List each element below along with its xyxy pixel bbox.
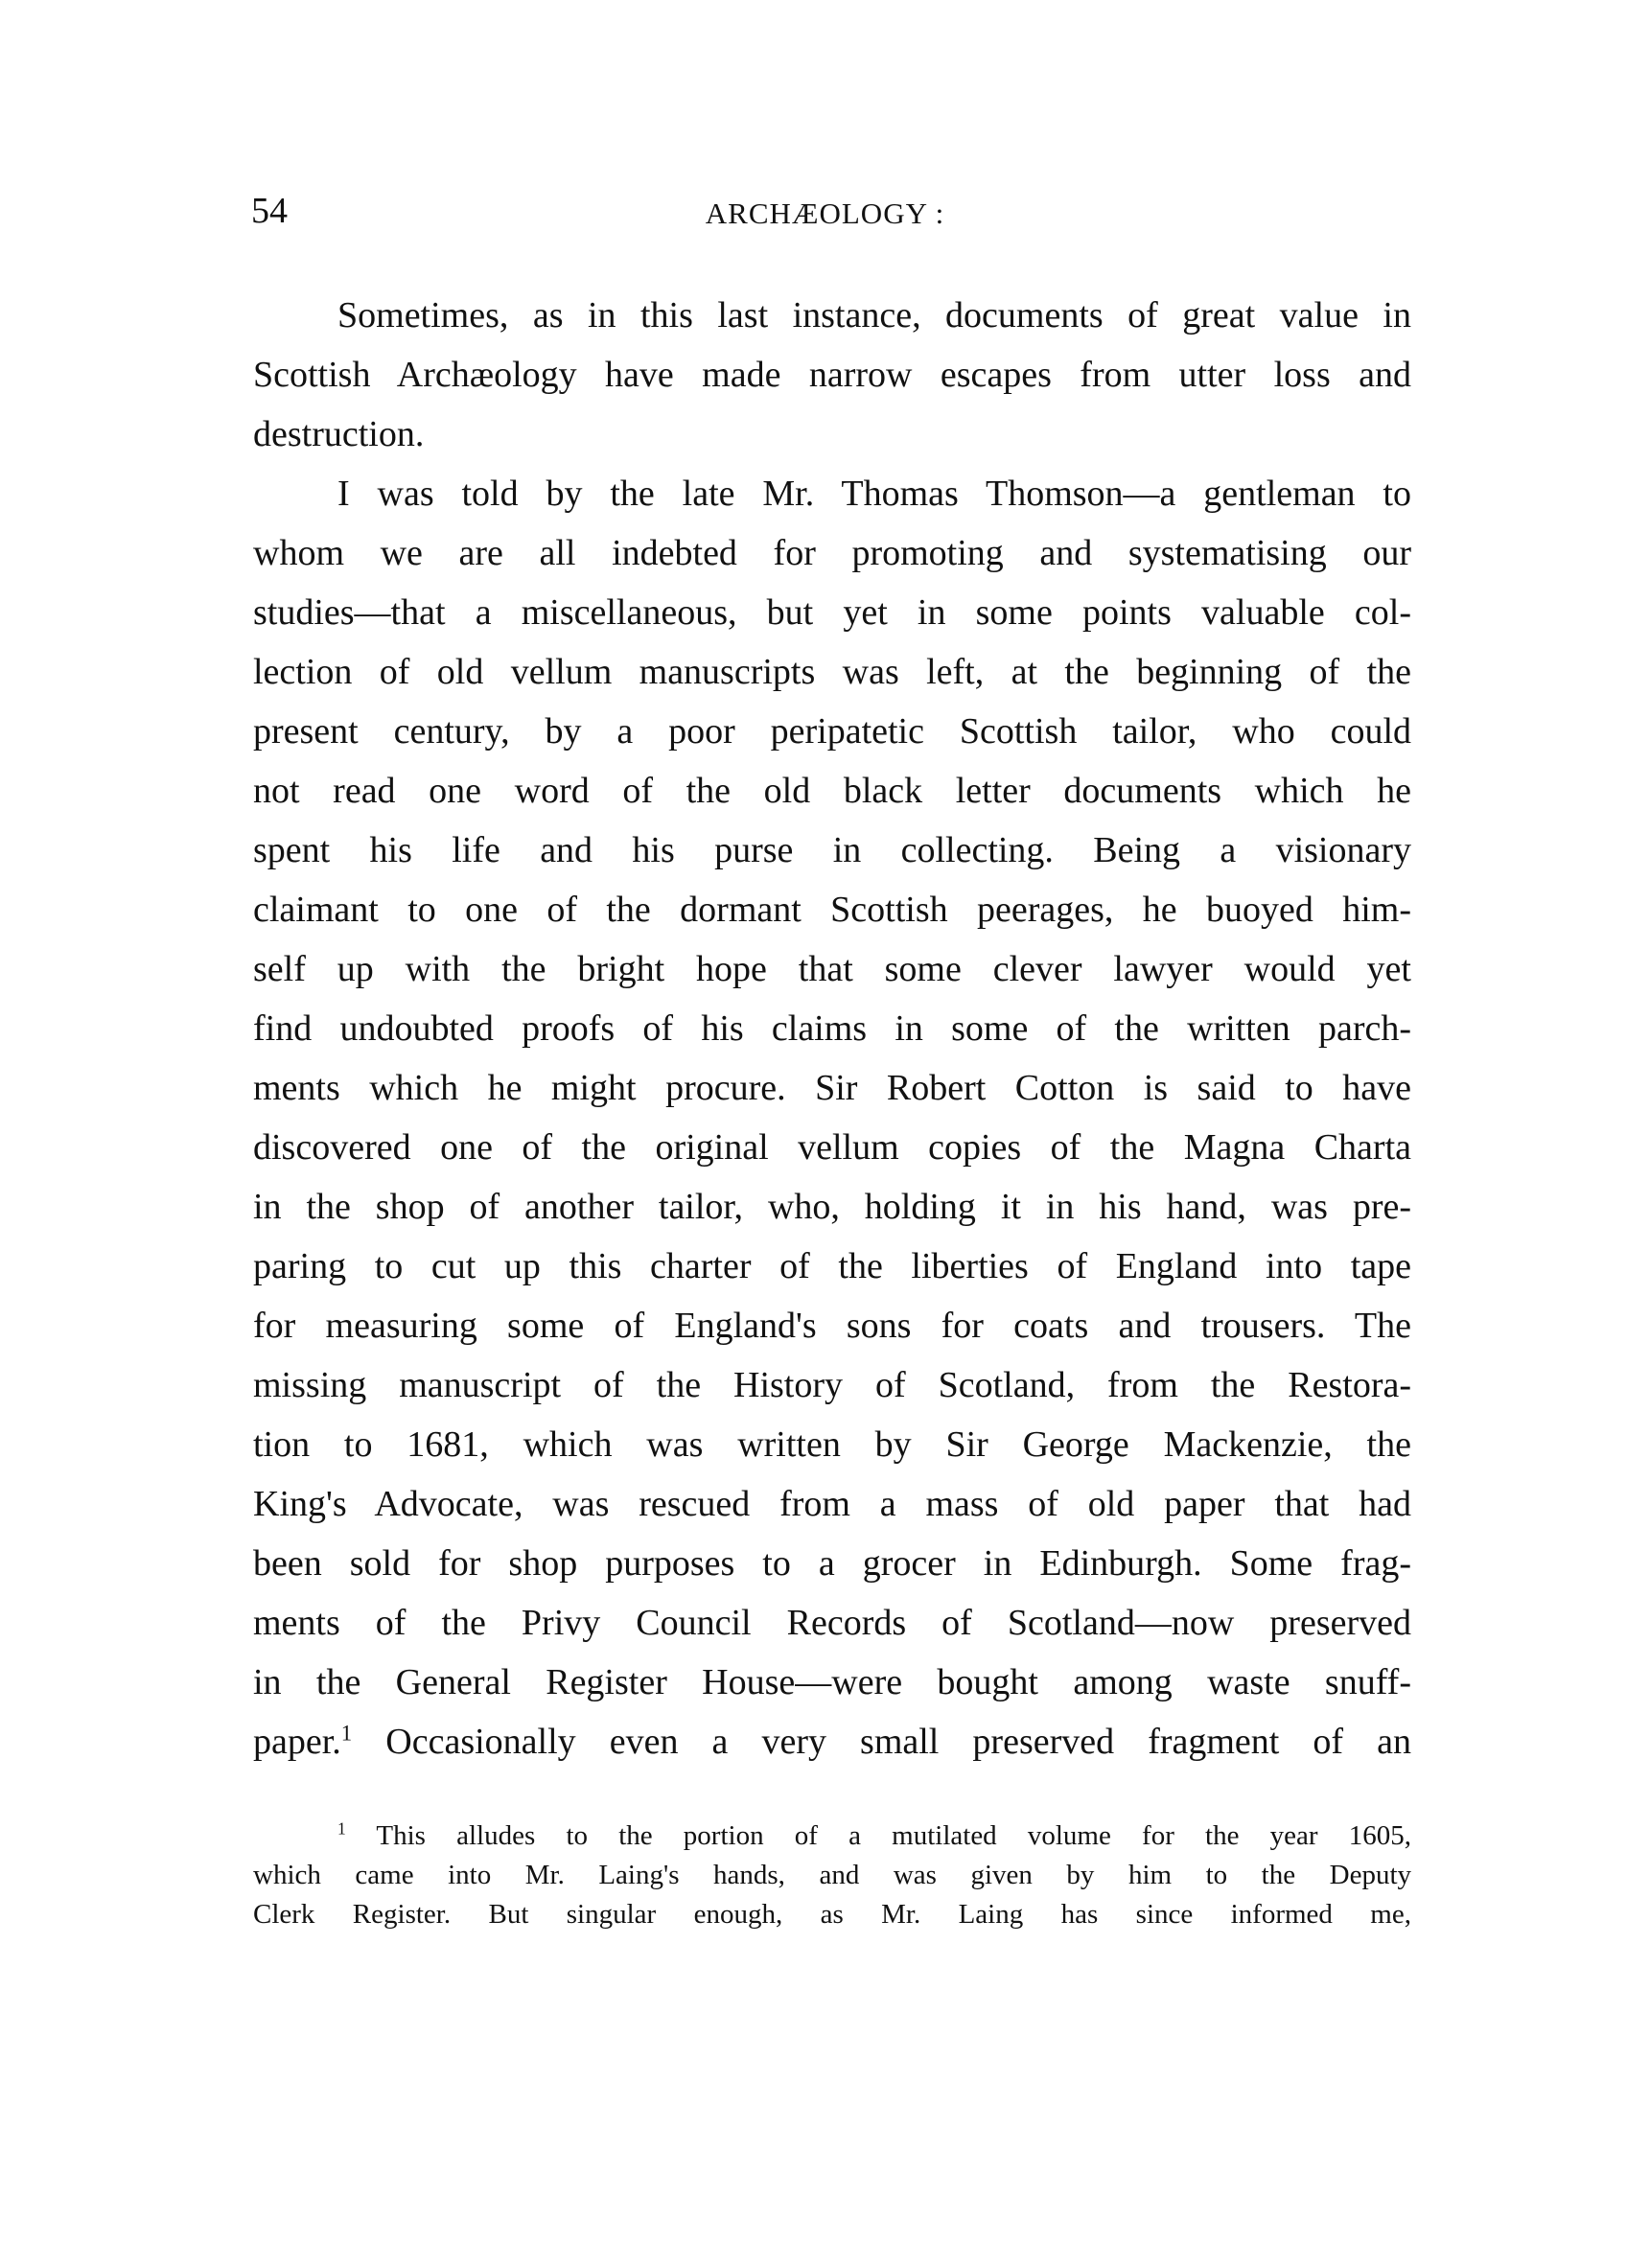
text-line: missing manuscript of the History of Scotland, from the Restora- — [253, 1365, 1411, 1405]
text-line: Scottish Archæology have made narrow escapes from utter loss and — [253, 355, 1411, 395]
text-line: I was told by the late Mr. Thomas Thomson—a gentleman to — [337, 474, 1411, 514]
footnote-text: This alludes to the portion of a mutilated volume for the year 1605, — [376, 1820, 1411, 1851]
text-fragment: Occasionally even a very small preserved fragment of an — [385, 1722, 1412, 1762]
footnote-line: Clerk Register. But singular enough, as Mr. Laing has since informed me, — [253, 1899, 1411, 1930]
text-line: whom we are all indebted for promoting and systematising our — [253, 533, 1411, 573]
text-line: find undoubted proofs of his claims in some of the written parch- — [253, 1008, 1411, 1049]
page-number: 54 — [251, 191, 288, 231]
text-fragment: paper. — [253, 1722, 341, 1762]
footnote-line — [253, 1817, 1411, 1856]
running-title: ARCHÆOLOGY : — [705, 197, 945, 230]
footnote-line: which came into Mr. Laing's hands, and was given by him to the Deputy — [253, 1860, 1411, 1890]
text-line: destruction. — [253, 414, 425, 454]
text-line: in the General Register House—were bought among waste snuff- — [253, 1662, 1411, 1702]
text-line: Sometimes, as in this last instance, documents of great value in — [337, 295, 1411, 336]
text-line: been sold for shop purposes to a grocer in Edinburgh. Some frag- — [253, 1543, 1411, 1584]
text-line: ments which he might procure. Sir Robert Cotton is said to have — [253, 1068, 1411, 1108]
text-line: not read one word of the old black letter documents which he — [253, 771, 1411, 811]
text-line: tion to 1681, which was written by Sir George Mackenzie, the — [253, 1424, 1411, 1465]
text-line: ments of the Privy Council Records of Scotland—now preserved — [253, 1603, 1411, 1643]
text-line: lection of old vellum manuscripts was left, at the beginning of the — [253, 652, 1411, 692]
text-line — [253, 1712, 1411, 1771]
text-line: for measuring some of England's sons for coats and trousers. The — [253, 1306, 1411, 1346]
text-line: claimant to one of the dormant Scottish peerages, he buoyed him- — [253, 890, 1411, 930]
footnote-marker: 1 — [337, 1818, 346, 1839]
text-line: in the shop of another tailor, who, holding it in his hand, was pre- — [253, 1187, 1411, 1227]
text-line: paring to cut up this charter of the liberties of England into tape — [253, 1246, 1411, 1286]
text-line: self up with the bright hope that some clever lawyer would yet — [253, 949, 1411, 989]
text-line: spent his life and his purse in collecting. Being a visionary — [253, 830, 1411, 870]
body-text — [253, 286, 1411, 1771]
text-line: discovered one of the original vellum copies of the Magna Charta — [253, 1127, 1411, 1168]
text-line: studies—that a miscellaneous, but yet in some points valuable col- — [253, 592, 1411, 633]
text-line: King's Advocate, was rescued from a mass of old paper that had — [253, 1484, 1411, 1524]
footnote-reference: 1 — [340, 1721, 353, 1746]
text-line: present century, by a poor peripatetic Scottish tailor, who could — [253, 711, 1411, 752]
footnote — [253, 1817, 1411, 1934]
